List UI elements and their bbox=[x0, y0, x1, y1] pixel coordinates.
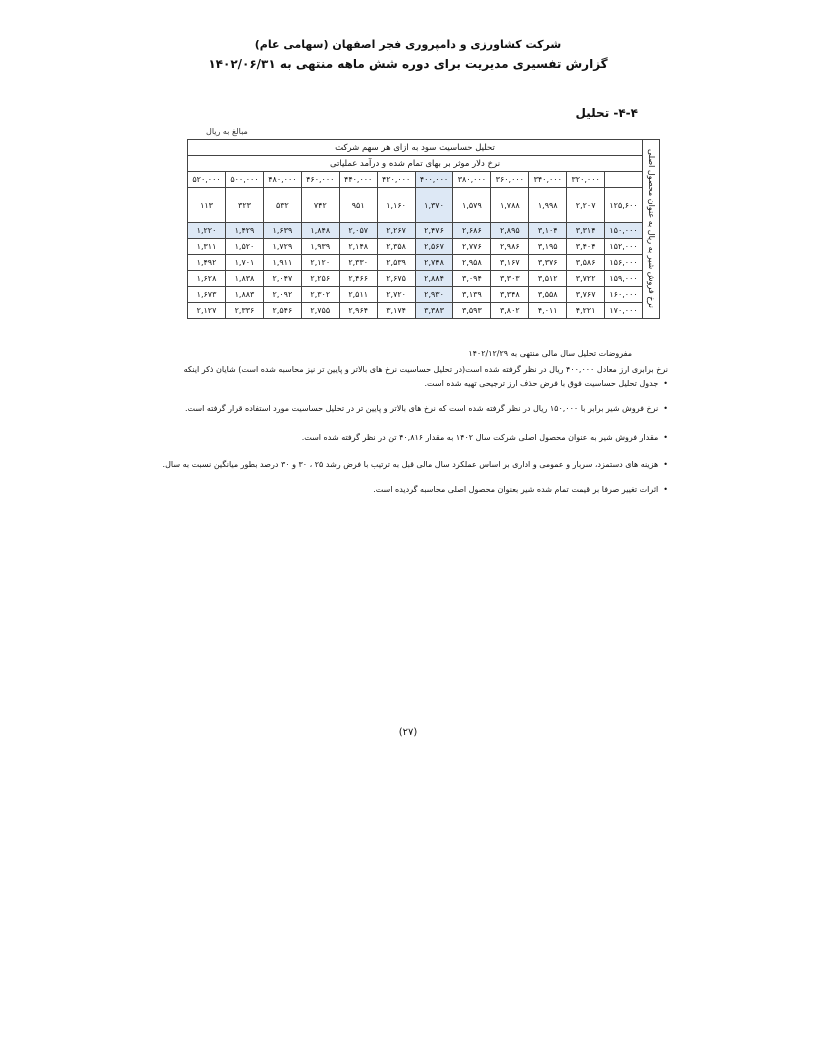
table-cell: ۳,۵۹۳ bbox=[453, 303, 491, 319]
note-text-continued: جدول تحلیل حساسیت فوق با فرض حذف ارز ترجیحی تهیه شده است. bbox=[424, 379, 659, 388]
column-header: ۴۸۰,۰۰۰ bbox=[263, 172, 301, 188]
column-header: ۵۰۰,۰۰۰ bbox=[226, 172, 264, 188]
table-cell: ۱,۶۷۳ bbox=[188, 287, 226, 303]
table-cell: ۲,۸۸۴ bbox=[415, 271, 453, 287]
column-header-row bbox=[188, 172, 660, 188]
table-cell: ۲,۷۲۰ bbox=[377, 287, 415, 303]
note-text: نرخ فروش شیر برابر با ۱۵۰,۰۰۰ ریال در نظر گرفته شده است که نرخ های بالاتر و پایین تر در تحلیل حساسیت مورد استفاده قرار گرفته است. bbox=[185, 404, 659, 413]
table-cell: ۲,۳۵۸ bbox=[377, 239, 415, 255]
column-header: ۴۴۰,۰۰۰ bbox=[339, 172, 377, 188]
sensitivity-table bbox=[187, 139, 660, 319]
table-cell: ۱,۸۴۸ bbox=[301, 223, 339, 239]
table-cell: ۱,۶۳۹ bbox=[263, 223, 301, 239]
table-cell: ۱,۴۹۲ bbox=[188, 255, 226, 271]
table-cell: ۹۵۱ bbox=[339, 188, 377, 223]
assumption-note bbox=[163, 458, 668, 472]
table-cell: ۱,۳۷۰ bbox=[415, 188, 453, 223]
bullet-icon: • bbox=[663, 433, 668, 442]
table-cell: ۳,۰۹۴ bbox=[453, 271, 491, 287]
table-cell: ۱,۹۳۹ bbox=[301, 239, 339, 255]
table-cell: ۱,۷۸۸ bbox=[491, 188, 529, 223]
column-header: ۳۲۰,۰۰۰ bbox=[567, 172, 605, 188]
table-cell: ۳,۵۵۸ bbox=[529, 287, 567, 303]
table-cell: ۳,۷۲۲ bbox=[567, 271, 605, 287]
row-header: ۱۵۶,۰۰۰ bbox=[605, 255, 643, 271]
note-text: نرخ برابری ارز معادل ۴۰۰,۰۰۰ ریال در نظر گرفته شده است(در تحلیل حساسیت نرخ های بالاتر و پایین تر نیز محاسبه شده است) شایان ذکر اینکه bbox=[183, 365, 668, 374]
table-cell: ۲,۳۳۶ bbox=[226, 303, 264, 319]
table-cell: ۱,۲۲۰ bbox=[188, 223, 226, 239]
table-cell: ۱,۴۲۹ bbox=[226, 223, 264, 239]
table-cell: ۱,۱۶۰ bbox=[377, 188, 415, 223]
section-heading: ۴-۴- تحلیل bbox=[575, 106, 638, 120]
table-cell: ۲,۳۳۰ bbox=[339, 255, 377, 271]
row-header: ۱۵۲,۰۰۰ bbox=[605, 239, 643, 255]
table-cell: ۲,۰۵۷ bbox=[339, 223, 377, 239]
table-cell: ۳,۳۰۳ bbox=[491, 271, 529, 287]
table-cell: ۵۳۲ bbox=[263, 188, 301, 223]
table-cell: ۳,۳۱۴ bbox=[567, 223, 605, 239]
table-cell: ۱,۷۲۹ bbox=[263, 239, 301, 255]
table-cell: ۱,۵۷۹ bbox=[453, 188, 491, 223]
column-header: ۳۶۰,۰۰۰ bbox=[491, 172, 529, 188]
table-cell: ۲,۷۴۸ bbox=[415, 255, 453, 271]
table-cell: ۳,۳۷۶ bbox=[529, 255, 567, 271]
table-cell: ۳,۴۰۴ bbox=[567, 239, 605, 255]
note-text: مقدار فروش شیر به عنوان محصول اصلی شرکت سال ۱۴۰۲ به مقدار ۴۰,۸۱۶ تن در نظر گرفته شده است. bbox=[301, 433, 659, 442]
assumption-note bbox=[185, 402, 668, 416]
table-cell: ۱,۵۲۰ bbox=[226, 239, 264, 255]
table-cell: ۲,۵۶۷ bbox=[415, 239, 453, 255]
table-cell: ۲,۴۶۶ bbox=[339, 271, 377, 287]
table-subtitle: نرخ دلار موثر بر بهای تمام شده و درآمد عملیاتی bbox=[188, 156, 643, 172]
row-header: ۱۲۵,۶۰۰ bbox=[605, 188, 643, 223]
table-cell: ۱,۶۲۸ bbox=[188, 271, 226, 287]
side-label: نرخ فروش شیر به ریال به عنوان محصول اصلی bbox=[647, 148, 656, 308]
table-cell: ۱۱۳ bbox=[188, 188, 226, 223]
company-title: شرکت کشاورزی و دامپروری فجر اصفهان (سهامی عام) bbox=[254, 38, 562, 51]
table-subtitle-row bbox=[188, 156, 660, 172]
table-cell: ۱,۹۹۸ bbox=[529, 188, 567, 223]
table-cell: ۳,۳۴۸ bbox=[491, 287, 529, 303]
bullet-icon: • bbox=[663, 485, 668, 494]
table-cell: ۱,۸۳۸ bbox=[226, 271, 264, 287]
table-cell: ۲,۲۶۷ bbox=[377, 223, 415, 239]
table-cell: ۲,۲۰۷ bbox=[567, 188, 605, 223]
column-header: ۵۲۰,۰۰۰ bbox=[188, 172, 226, 188]
column-header: ۴۰۰,۰۰۰ bbox=[415, 172, 453, 188]
table-row bbox=[188, 223, 660, 239]
column-header: ۳۴۰,۰۰۰ bbox=[529, 172, 567, 188]
table-cell: ۲,۵۳۹ bbox=[377, 255, 415, 271]
note-text: اثرات تغییر صرفا بر قیمت تمام شده شیر بعنوان محصول اصلی محاسبه گردیده است. bbox=[373, 485, 659, 494]
page-number: (۲۷) bbox=[398, 727, 418, 738]
table-cell: ۲,۴۷۶ bbox=[415, 223, 453, 239]
table-row bbox=[188, 271, 660, 287]
table-title-row bbox=[188, 140, 660, 156]
bullet-icon: • bbox=[663, 460, 668, 469]
report-title: گزارش تفسیری مدیریت برای دوره شش ماهه منتهی به ۱۴۰۲/۰۶/۳۱ bbox=[208, 57, 608, 71]
corner-cell bbox=[605, 172, 643, 188]
column-header: ۴۲۰,۰۰۰ bbox=[377, 172, 415, 188]
table-cell: ۲,۱۲۰ bbox=[301, 255, 339, 271]
table-cell: ۳,۱۹۵ bbox=[529, 239, 567, 255]
table-cell: ۱,۷۰۱ bbox=[226, 255, 264, 271]
table-row bbox=[188, 303, 660, 319]
row-header: ۱۵۰,۰۰۰ bbox=[605, 223, 643, 239]
table-cell: ۲,۹۸۶ bbox=[491, 239, 529, 255]
table-cell: ۳,۱۰۴ bbox=[529, 223, 567, 239]
table-cell: ۲,۱۲۷ bbox=[188, 303, 226, 319]
table-cell: ۲,۸۹۵ bbox=[491, 223, 529, 239]
bullet-icon: • bbox=[663, 404, 668, 413]
table-cell: ۳,۱۶۷ bbox=[491, 255, 529, 271]
table-cell: ۳,۳۸۳ bbox=[415, 303, 453, 319]
side-label-cell bbox=[643, 140, 660, 319]
table-cell: ۴,۲۲۱ bbox=[567, 303, 605, 319]
note-text: هزینه های دستمزد، سربار و عمومی و اداری بر اساس عملکرد سال مالی قبل به ترتیب با فرض رشد ۲۵ ، ۳۰ و ۳۰ درصد بطور میانگین نسبت به سال. bbox=[162, 460, 659, 469]
unit-note: مبالغ به ریال bbox=[206, 127, 248, 136]
table-cell: ۲,۹۶۴ bbox=[339, 303, 377, 319]
table-cell: ۲,۰۹۲ bbox=[263, 287, 301, 303]
table-row bbox=[188, 239, 660, 255]
table-cell: ۲,۷۷۶ bbox=[453, 239, 491, 255]
table-cell: ۳,۱۳۹ bbox=[453, 287, 491, 303]
table-cell: ۳۲۳ bbox=[226, 188, 264, 223]
table-cell: ۱,۳۱۱ bbox=[188, 239, 226, 255]
table-cell: ۳,۷۶۷ bbox=[567, 287, 605, 303]
table-cell: ۲,۶۷۵ bbox=[377, 271, 415, 287]
table-cell: ۲,۷۵۵ bbox=[301, 303, 339, 319]
table-cell: ۲,۱۴۸ bbox=[339, 239, 377, 255]
table-cell: ۴,۰۱۱ bbox=[529, 303, 567, 319]
column-header: ۳۸۰,۰۰۰ bbox=[453, 172, 491, 188]
bullet-icon: • bbox=[663, 379, 668, 388]
row-header: ۱۷۰,۰۰۰ bbox=[605, 303, 643, 319]
table-cell: ۳,۵۱۲ bbox=[529, 271, 567, 287]
assumption-note bbox=[302, 431, 668, 445]
table-cell: ۲,۹۳۰ bbox=[415, 287, 453, 303]
table-cell: ۲,۹۵۸ bbox=[453, 255, 491, 271]
row-header: ۱۵۹,۰۰۰ bbox=[605, 271, 643, 287]
table-cell: ۱,۸۸۳ bbox=[226, 287, 264, 303]
table-row bbox=[188, 255, 660, 271]
table-cell: ۱,۹۱۱ bbox=[263, 255, 301, 271]
column-header: ۴۶۰,۰۰۰ bbox=[301, 172, 339, 188]
table-cell: ۲,۲۵۶ bbox=[301, 271, 339, 287]
table-cell: ۳,۱۷۴ bbox=[377, 303, 415, 319]
assumption-note bbox=[184, 363, 668, 391]
table-title: تحلیل حساسیت سود به ازای هر سهم شرکت bbox=[188, 140, 643, 156]
table-cell: ۲,۰۴۷ bbox=[263, 271, 301, 287]
table-cell: ۲,۳۰۲ bbox=[301, 287, 339, 303]
table-row bbox=[188, 287, 660, 303]
table-cell: ۲,۶۸۶ bbox=[453, 223, 491, 239]
table-row bbox=[188, 188, 660, 223]
table-cell: ۳,۸۰۲ bbox=[491, 303, 529, 319]
table-cell: ۲,۵۱۱ bbox=[339, 287, 377, 303]
table-cell: ۳,۵۸۶ bbox=[567, 255, 605, 271]
assumptions-title: مفروضات تحلیل سال مالی منتهی به ۱۴۰۲/۱۲/۲۹ bbox=[468, 349, 632, 358]
row-header: ۱۶۰,۰۰۰ bbox=[605, 287, 643, 303]
table-cell: ۷۴۲ bbox=[301, 188, 339, 223]
assumption-note bbox=[373, 483, 668, 497]
table-cell: ۲,۵۴۶ bbox=[263, 303, 301, 319]
